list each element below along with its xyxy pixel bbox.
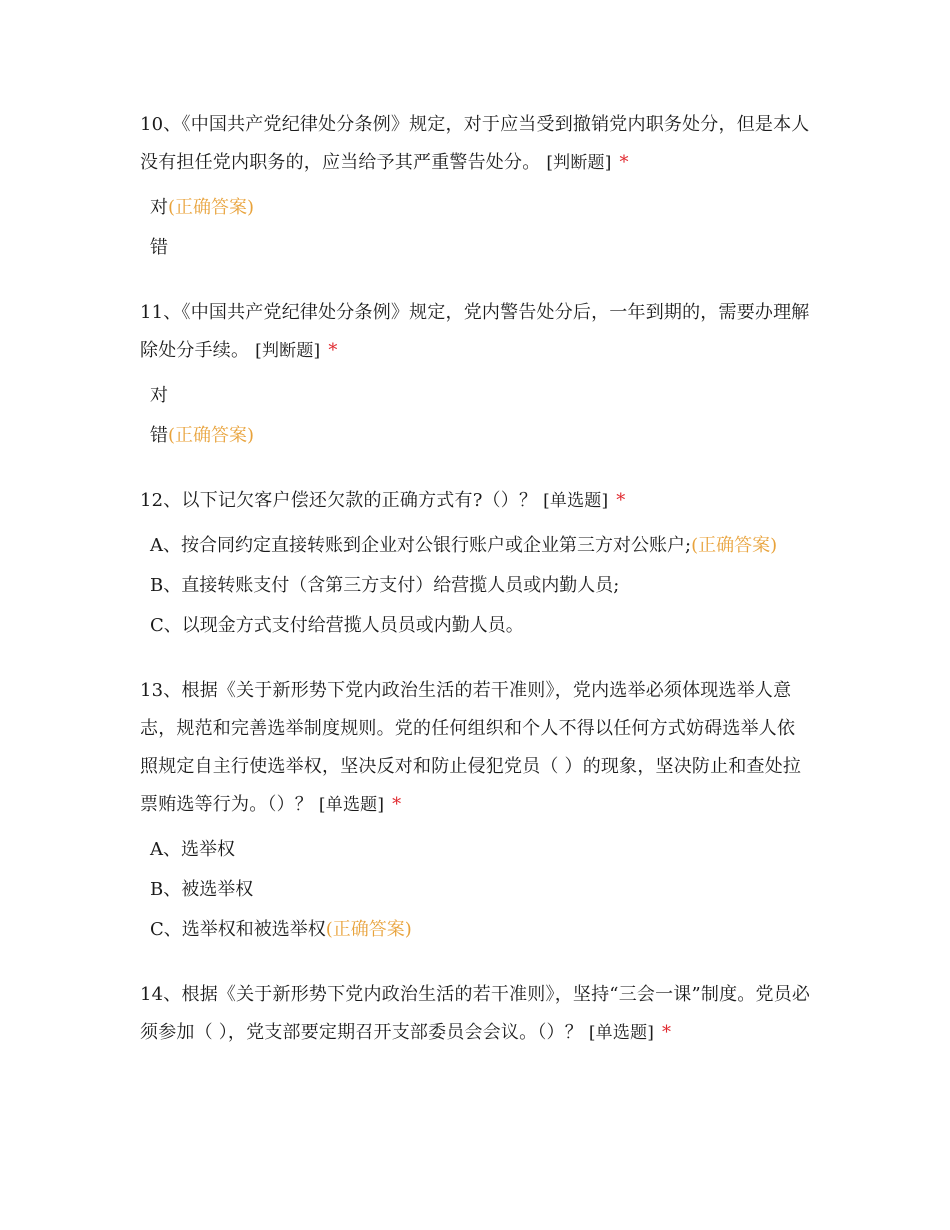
- question-11: [140, 294, 812, 456]
- question-type: [判断题]: [255, 341, 321, 361]
- correct-answer-tag: (正确答案): [168, 425, 255, 446]
- option-false[interactable]: 错: [150, 237, 168, 258]
- correct-answer-tag: (正确答案): [691, 535, 778, 556]
- question-14: [140, 976, 812, 1052]
- correct-answer-tag: (正确答案): [168, 197, 255, 218]
- question-text: 14、根据《关于新形势下党内政治生活的若干准则》，坚持“三会一课”制度。党员必须参加（ ），党支部要定期召开支部委员会会议。（）？ [单选题] *: [140, 984, 811, 1043]
- correct-answer-tag: (正确答案): [325, 919, 412, 940]
- required-mark: *: [392, 794, 402, 815]
- option-c[interactable]: C、以现金方式支付给营揽人员员或内勤人员。: [150, 615, 524, 636]
- question-type: [单选题]: [543, 491, 609, 511]
- required-mark: *: [328, 340, 338, 361]
- question-type: [单选题]: [588, 1023, 655, 1043]
- question-type: [判断题]: [546, 153, 612, 173]
- required-mark: *: [662, 1022, 672, 1043]
- question-12: [140, 482, 812, 646]
- question-text: 13、根据《关于新形势下党内政治生活的若干准则》，党内选举必须体现选举人意志，规范和完善选举制度规则。党的任何组织和个人不得以任何方式妨碍选举人依照规定自主行使选举权，坚决反对和防止侵犯党员（ ）的现象，坚决防止和查处拉票贿选等行为。（）？ [单选题] *: [140, 680, 802, 815]
- required-mark: *: [616, 490, 626, 511]
- option-b[interactable]: B、被选举权: [150, 879, 254, 900]
- option-true[interactable]: 对: [150, 385, 168, 406]
- question-text: 11、《中国共产党纪律处分条例》规定，党内警告处分后，一年到期的，需要办理解除处分手续。 [判断题] *: [140, 302, 810, 361]
- option-c[interactable]: C、选举权和被选举权(正确答案): [150, 919, 412, 940]
- question-text: 10、《中国共产党纪律处分条例》规定，对于应当受到撤销党内职务处分，但是本人没有担任党内职务的，应当给予其严重警告处分。 [判断题] *: [140, 114, 810, 173]
- question-10: [140, 106, 812, 268]
- question-13: [140, 672, 812, 950]
- option-false[interactable]: 错(正确答案): [150, 425, 255, 446]
- question-type: [单选题]: [318, 795, 385, 815]
- option-true[interactable]: 对(正确答案): [150, 197, 255, 218]
- option-b[interactable]: B、直接转账支付（含第三方支付）给营揽人员或内勤人员;: [150, 575, 620, 596]
- option-a[interactable]: A、按合同约定直接转账到企业对公银行账户或企业第三方对公账户;(正确答案): [150, 535, 778, 556]
- option-a[interactable]: A、选举权: [150, 839, 235, 860]
- question-text: 12、以下记欠客户偿还欠款的正确方式有?（）？ [单选题] *: [140, 490, 626, 511]
- required-mark: *: [619, 152, 629, 173]
